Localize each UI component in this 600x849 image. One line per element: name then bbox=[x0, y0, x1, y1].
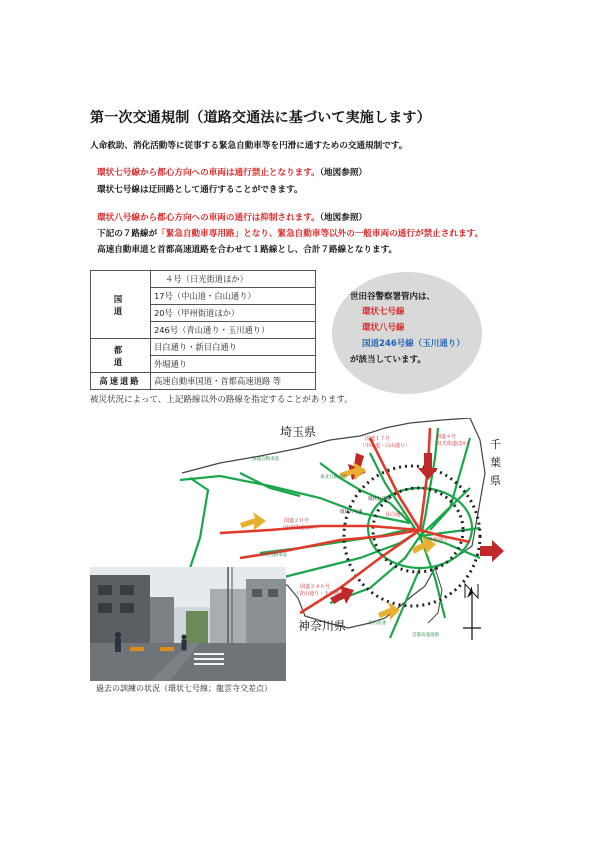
training-photo bbox=[90, 567, 286, 681]
map-label-r246b: （青山通り・玉川通り） bbox=[294, 591, 350, 597]
map-label-kanetsu: 関越自動車道 bbox=[252, 457, 279, 462]
map-label-chuo: 中央自動車道 bbox=[260, 553, 287, 558]
ring7-red-text: 環状七号線から都心方向への車両は通行禁止となります。 bbox=[97, 168, 320, 178]
north-arrow-icon bbox=[463, 584, 481, 640]
map-label-shuto: 首都高速道路 bbox=[412, 633, 439, 638]
arrow-icon bbox=[480, 540, 504, 562]
map-label-r20b: （甲州街道ほか） bbox=[280, 525, 321, 531]
map-label-tomei: 東名高速 bbox=[368, 621, 386, 626]
routes-black: 下記の７路線が bbox=[97, 229, 158, 239]
bubble-item-ring8: 環状八号線 bbox=[362, 323, 405, 333]
map-label-kannana: 環状七号線 bbox=[368, 497, 391, 502]
map-label-tohoku: 東北自動車道 bbox=[320, 475, 347, 480]
ring8-red-text: 環状八号線から都心方向への車両の通行は抑制されます。 bbox=[97, 213, 320, 223]
map-label-mejiro: 目白通り bbox=[385, 512, 406, 518]
arrow-icon bbox=[378, 602, 400, 620]
ring8-ref: （地図参照） bbox=[319, 213, 368, 223]
expressway-label: 高速道路 bbox=[91, 373, 151, 390]
bubble-line-end: が該当しています。 bbox=[350, 355, 426, 365]
map-label-sotobori: 外堀通り bbox=[428, 537, 449, 543]
photo-caption: 過去の訓練の状況（環状七号線；龍雲寺交差点） bbox=[96, 684, 272, 693]
routes-red-text: 「緊急自動車専用路」となり、緊急自動車等以外の一般車両の通行が禁止されます。 bbox=[157, 229, 484, 239]
routes-line2: 高速自動車道と首都高速道路を合わせて１路線とし、合計７路線となります。 bbox=[97, 245, 398, 255]
map-label-r4: 国道４号 bbox=[436, 434, 457, 440]
national-road-246: 246号（青山通り・玉川通り） bbox=[151, 322, 316, 339]
metro-road-label: 都 道 bbox=[91, 339, 151, 373]
map-label-chiba-1: 千 bbox=[490, 438, 501, 451]
note-text: 被災状況によって、上記路線以外の路線を指定することがあります。 bbox=[90, 395, 353, 405]
national-road-label: 国 道 bbox=[91, 271, 151, 339]
page-title: 第一次交通規制（道路交通法に基づいて実施します） bbox=[90, 110, 431, 126]
national-road-4: ４号（日光街道ほか） bbox=[151, 271, 316, 288]
rule-ring8 bbox=[97, 211, 367, 223]
ring7-sub-text: 環状七号線は迂回路として通行することができます。 bbox=[97, 185, 303, 195]
map-label-r4b: （日光街道ほか） bbox=[432, 441, 473, 447]
national-road-20: 20号（甲州街道ほか） bbox=[151, 305, 316, 322]
map-label-kanpachi: 環状八号線 bbox=[340, 510, 363, 515]
designated-roads-table bbox=[90, 270, 316, 390]
bubble-line1: 世田谷警察署管内は、 bbox=[350, 292, 436, 302]
metro-road-sotobori: 外堀通り bbox=[151, 356, 316, 373]
ring7-ref: （地図参照） bbox=[319, 168, 368, 178]
map-label-r246: 国道２４６号 bbox=[300, 584, 331, 590]
map-label-r17b: （中山道・白山通り） bbox=[360, 443, 411, 449]
map-label-kanagawa: 神奈川県 bbox=[298, 619, 347, 633]
rule-routes bbox=[97, 227, 483, 239]
expressway-value: 高速自動車国道・首都高速道路 等 bbox=[151, 373, 316, 390]
bubble-item-route246: 国道246号線（玉川通り） bbox=[362, 339, 465, 349]
arrow-icon bbox=[240, 512, 266, 530]
map-label-chiba-2: 葉 bbox=[490, 456, 501, 469]
map-label-chiba-3: 県 bbox=[490, 474, 501, 487]
rule-ring7 bbox=[97, 166, 367, 178]
lead-text: 人命救助、消化活動等に従事する緊急自動車等を円滑に通すための交通規制です。 bbox=[90, 141, 408, 151]
map-label-r17: 国道１７号 bbox=[365, 436, 391, 442]
metro-road-mejiro: 目白通り・新目白通り bbox=[151, 339, 316, 356]
map-label-saitama: 埼玉県 bbox=[280, 425, 317, 439]
map-label-r20: 国道２０号 bbox=[284, 518, 310, 524]
national-road-17: 17号（中山道・白山通り） bbox=[151, 288, 316, 305]
bubble-item-ring7: 環状七号線 bbox=[362, 307, 405, 317]
